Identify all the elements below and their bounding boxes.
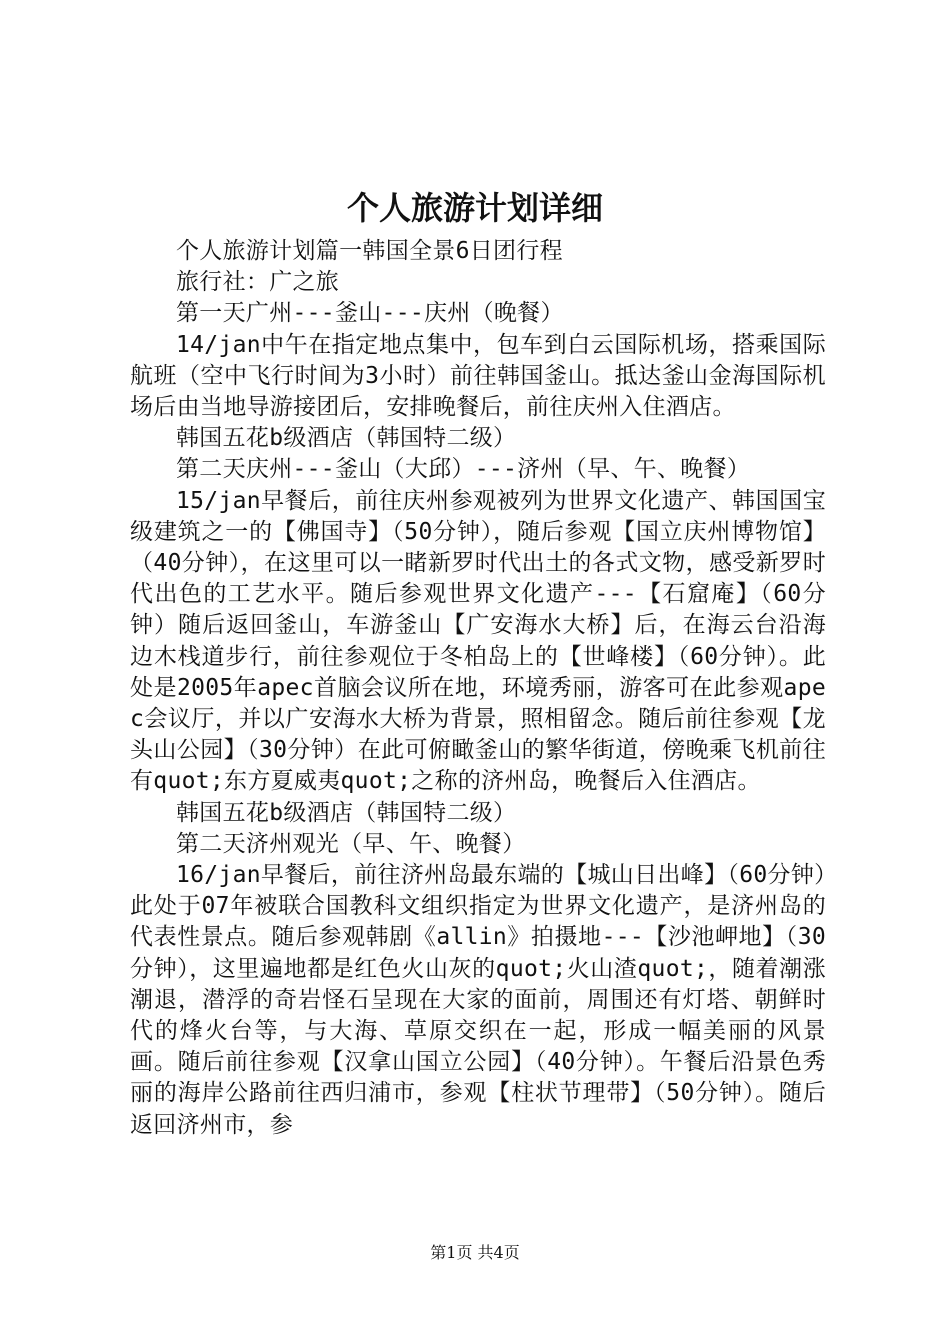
paragraph: 个人旅游计划篇一韩国全景6日团行程: [176, 238, 563, 264]
document-title: 个人旅游计划详细: [346, 189, 603, 227]
paragraph: 韩国五花b级酒店（韩国特二级）: [176, 799, 517, 826]
paragraph: 15/jan早餐后，前往庆州参观被列为世界文化遗产、韩国国宝级建筑之一的【佛国寺】（50分钟），随后参观【国立庆州博物馆】（40分钟），在这里可以一睹新罗时代出土的各式文物，感受新罗时代出色的工艺水平。随后参观世界文化遗产---【石窟庵】（60分钟）随后返回釜山，车游釜山【广安海水大桥】后，在海云台沿海边木栈道步行，前往参观位于冬柏岛上的【世峰楼】（60分钟）。此处是2005年apec首脑会议所在地，环境秀丽，游客可在此参观apec会议厅，并以广安海水大桥为背景，照相留念。随后前往参观【龙头山公园】（30分钟）在此可俯瞰釜山的繁华街道，傍晚乘飞机前往有quot;东方夏威夷quot;之称的济州岛，晚餐后入住酒店。: [130, 487, 826, 795]
paragraph: 旅行社：广之旅: [176, 269, 340, 296]
paragraph: 16/jan早餐后，前往济州岛最东端的【城山日出峰】（60分钟）此处于07年被联合国教科文组织指定为世界文化遗产，是济州岛的代表性景点。随后参观韩剧《allin》拍摄地---【沙池岬地】（30分钟），这里遍地都是红色火山灰的quot;火山渣quot;，随着潮涨潮退，潜浮的奇岩怪石呈现在大家的面前，周围还有灯塔、朝鲜时代的烽火台等，与大海、草原交织在一起，形成一幅美丽的风景画。随后前往参观【汉拿山国立公园】（40分钟）。午餐后沿景色秀丽的海岸公路前往西归浦市，参观【柱状节理带】（50分钟）。随后返回济州市，参: [130, 862, 826, 1138]
paragraph: 第二天庆州---釜山（大邱）---济州（早、午、晚餐）: [176, 456, 751, 483]
paragraph: 第一天广州---釜山---庆州（晚餐）: [176, 300, 564, 327]
document-body: [130, 236, 826, 1141]
paragraph: 14/jan中午在指定地点集中，包车到白云国际机场，搭乘国际航班（空中飞行时间为3小时）前往韩国釜山。抵达釜山金海国际机场后由当地导游接团后，安排晚餐后，前往庆州入住酒店。: [130, 331, 826, 421]
page-footer: 第1页 共4页: [430, 1243, 520, 1262]
paragraph: 第二天济州观光（早、午、晚餐）: [176, 830, 526, 857]
paragraph: 韩国五花b级酒店（韩国特二级）: [176, 425, 517, 452]
